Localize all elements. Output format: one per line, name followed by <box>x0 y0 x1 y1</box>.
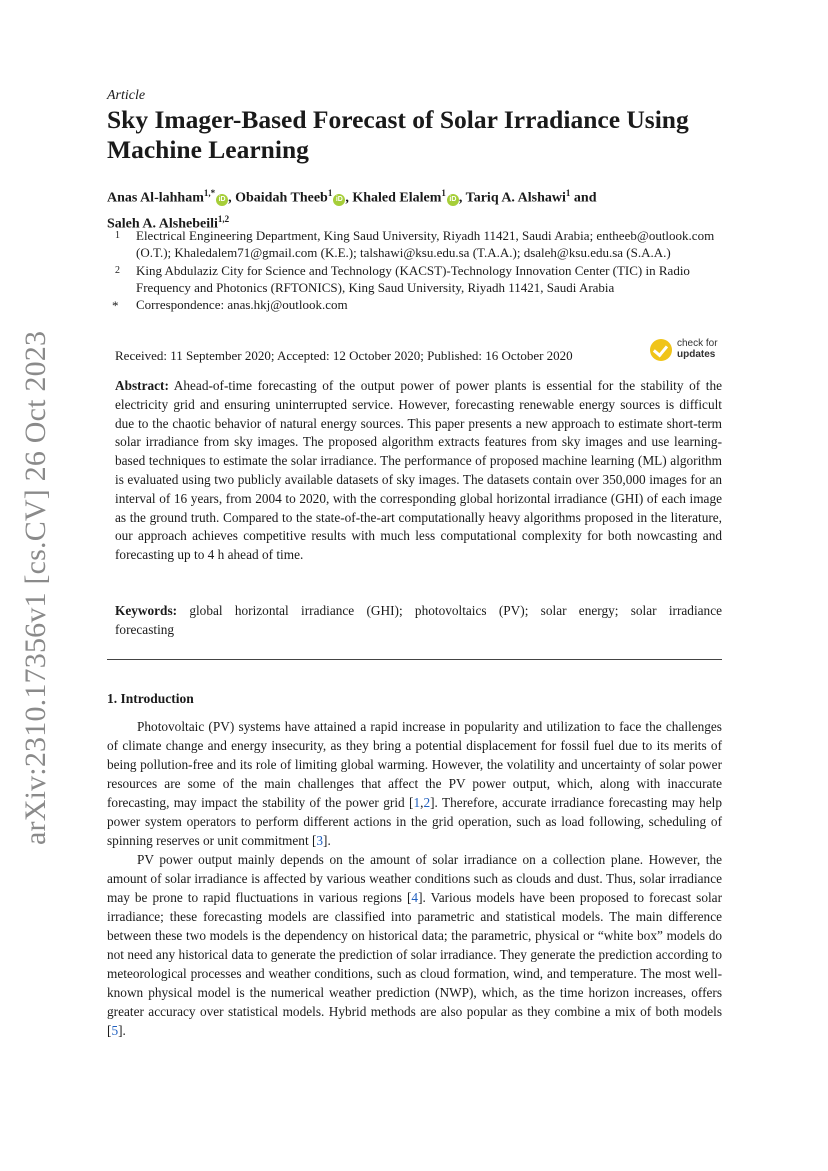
citation-link[interactable]: 1 <box>413 795 421 810</box>
affiliation-marker: * <box>112 298 119 314</box>
author-name: Anas Al-lahham <box>107 190 204 206</box>
citation-link[interactable]: 3 <box>316 833 324 848</box>
author-affiliation-marker: 1,2 <box>217 213 230 224</box>
orcid-icon[interactable]: iD <box>333 194 345 206</box>
paper-title: Sky Imager-Based Forecast of Solar Irradiance Using Machine Learning <box>107 105 689 164</box>
affiliation-list <box>107 227 727 313</box>
author-name: Khaled Elalem <box>352 190 442 206</box>
keywords-label: Keywords: <box>115 603 178 618</box>
abstract-label: Abstract: <box>115 378 169 393</box>
author-name: Saleh A. Alshebeili <box>107 216 218 232</box>
body-text-run: ]. Various models have been proposed to forecast solar irradiance; these forecasting models are classified into parametric and statistical models. The main difference between these two models is the dependency on historical data; the parametric, physical or “white box” models do not need any historical data to generate the prediction of solar irradiance. They generate the prediction according to meteorological processes and weather conditions, such as cloud formation, wind, and temperature. The most well-known physical model is the numerical weather prediction (NWP), which, as the time horizon increases, offers greater accuracy over statistical models. Hybrid methods are also popular as they combine a mix of both models [ <box>107 890 722 1038</box>
orcid-icon[interactable]: iD <box>216 194 228 206</box>
orcid-icon[interactable]: iD <box>447 194 459 206</box>
keywords <box>115 601 722 639</box>
affiliation <box>107 296 727 313</box>
introduction-body <box>107 717 722 1040</box>
body-text-run: Photovoltaic (PV) systems have attained a rapid increase in popularity and utilization to face the challenges of climate change and energy insecurity, as they bring a potential displacement for fossil fuel due to its merits of being pollution-free and its role of limiting global warming. However, the volatility and uncertainty of solar power resources are some of the main challenges that affect the PV power output, which, along with inaccurate forecasting, may impact the stability of the power grid [ <box>107 719 722 810</box>
author-separator: , <box>228 190 236 206</box>
keywords-text: global horizontal irradiance (GHI); photovoltaics (PV); solar energy; solar irradiance forecasting <box>115 603 722 637</box>
author-affiliation-marker: 1 <box>441 188 446 198</box>
check-updates-line1: check for <box>677 338 718 349</box>
section-heading: 1. Introduction <box>107 691 194 706</box>
check-updates-label <box>677 338 737 360</box>
abstract <box>115 377 722 565</box>
author-affiliation-marker: 1,* <box>203 188 216 198</box>
body-text-run: , <box>420 795 424 810</box>
author-name: Tariq A. Alshawi <box>465 190 566 206</box>
arxiv-sidebar <box>16 330 56 845</box>
author-separator: and <box>570 190 597 206</box>
affiliation <box>107 227 727 262</box>
author-name: Obaidah Theeb <box>235 190 328 206</box>
affiliation-text: King Abdulaziz City for Science and Technology (KACST)-Technology Innovation Center (TIC) in Radio Frequency and Photonics (RFTONICS), King Saud University, Riyadh 11421, Saudi Arabia <box>136 262 690 295</box>
publication-dates: Received: 11 September 2020; Accepted: 12 October 2020; Published: 16 October 2020 <box>115 348 573 363</box>
author-separator: , <box>345 190 353 206</box>
check-updates-icon <box>650 339 672 361</box>
citation-link[interactable]: 5 <box>111 1023 119 1038</box>
body-paragraph <box>107 850 722 1040</box>
author-separator: , <box>458 190 466 206</box>
check-updates-line2: updates <box>677 349 716 360</box>
body-text-run: PV power output mainly depends on the amount of solar irradiance on a collection plane. However, the amount of solar irradiance is affected by various weather conditions such as clouds and dust. Thus, solar irradiance may be prone to rapid fluctuations in various regions [ <box>107 852 722 905</box>
affiliation-marker: 1 <box>115 230 120 241</box>
body-text-run: ]. <box>323 833 331 848</box>
citation-link[interactable]: 2 <box>423 795 431 810</box>
affiliation <box>107 262 727 297</box>
author-affiliation-marker: 1 <box>327 188 333 198</box>
article-type: Article <box>107 88 146 103</box>
author-affiliation-marker: 1 <box>565 188 571 198</box>
arxiv-identifier: arXiv:2310.17356v1 [cs.CV] 26 Oct 2023 <box>19 330 52 845</box>
abstract-text: Ahead-of-time forecasting of the output power of power plants is essential for the stability of the electricity grid and ensuring uninterrupted service. However, forecasting renewable energy sources is difficult due to the chaotic behavior of natural energy sources. This paper presents a new approach to estimate short-term solar irradiance from sky images. The proposed algorithm extracts features from sky images and use learning-based techniques to estimate the solar irradiance. The performance of proposed machine learning (ML) algorithm is evaluated using two publicly available datasets of sky images. The datasets contain over 350,000 images for an interval of 16 years, from 2004 to 2020, with the corresponding global horizontal irradiance (GHI) of each image as the ground truth. Compared to the state-of-the-art computationally heavy algorithms proposed in the literature, our approach achieves competitive results with much less computational complexity for both nowcasting and forecasting up to 4 h ahead of time. <box>115 378 723 563</box>
body-text-run: ]. Therefore, accurate irradiance forecasting may help power system operators to perform different actions in the grid operation, such as load following, scheduling of spinning reserves or unit commitment [ <box>107 795 722 848</box>
affiliation-text: Correspondence: anas.hkj@outlook.com <box>136 297 348 313</box>
body-text-run: ]. <box>118 1023 126 1038</box>
body-paragraph <box>107 717 722 850</box>
citation-link[interactable]: 4 <box>411 890 419 905</box>
check-for-updates-badge[interactable] <box>650 337 730 363</box>
affiliation-text: Electrical Engineering Department, King Saud University, Riyadh 11421, Saudi Arabia; entheeb@outlook.com (O.T.); Khaledalem71@gmail.com (K.E.); talshawi@ksu.edu.sa (T.A.A.); dsaleh@ksu.edu.sa (S.A.A.) <box>136 228 715 261</box>
affiliation-marker: 2 <box>115 264 120 276</box>
section-divider <box>107 659 722 660</box>
